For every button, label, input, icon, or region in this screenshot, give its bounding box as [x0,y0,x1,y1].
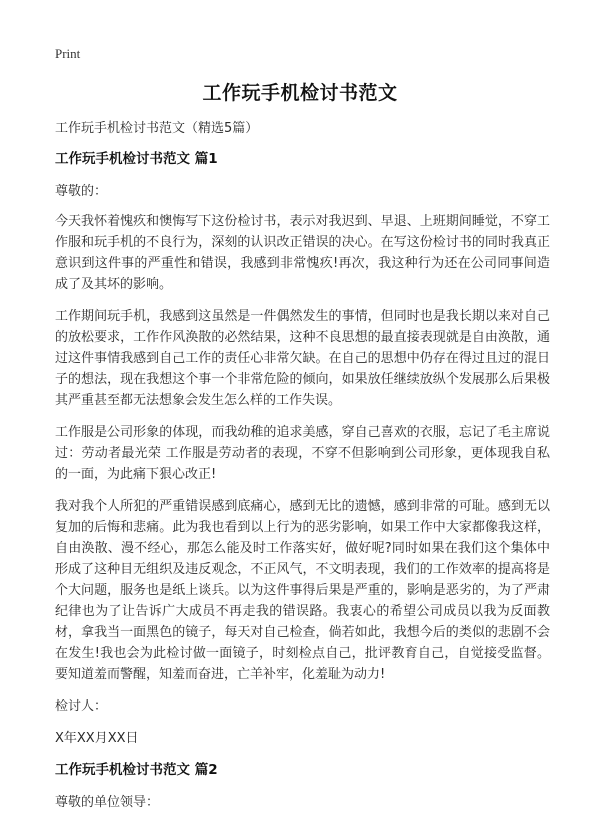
paragraph: 今天我怀着愧疚和懊悔写下这份检讨书，表示对我迟到、早退、上班期间睡觉，不穿工作服和玩手机的不良行为，深刻的认识改正错误的决心。在写这份检讨书的同时我真正意识到这件事的严重性和错误，我感到非常愧疚!再次，我这种行为还在公司同事间造成了及其坏的影响。 [55,214,550,292]
greeting-1: 尊敬的： [55,184,108,199]
page-title: 工作玩手机检讨书范文 [202,82,398,104]
print-label: Print [55,46,81,61]
document-subtitle: 工作玩手机检讨书范文（精选5篇） [55,121,259,136]
signature-date: X年XX月XX日 [55,731,139,746]
document-body [55,118,550,822]
paragraph: 工作期间玩手机，我感到这虽然是一件偶然发生的事情，但同时也是我长期以来对自己的放松要求，工作作风涣散的必然结果，这种不良思想的最直接表现就是自由涣散，通过这件事情我感到自己工作的责任心非常欠缺。在自己的思想中仍存在得过且过的混日子的想法，现在我想这个事一个非常危险的倾向，如果放任继续放纵个发展那么后果极其严重甚至都无法想象会发生怎么样的工作失误。 [55,309,550,408]
paragraph: 我对我个人所犯的严重错误感到底痛心，感到无比的遗憾，感到非常的可耻。感到无以复加的后悔和悲痛。此为我也看到以上行为的恶劣影响，如果工作中大家都像我这样，自由涣散、漫不经心，那怎么能及时工作落实好，做好呢?同时如果在我们这个集体中形成了这种目无组织及违反观念，不正风气，不文明表现，我们的工作效率的提高将是个大问题，服务也是纸上谈兵。以为这件事得后果是严重的，影响是恶劣的，为了严肃纪律也为了让告诉广大成员不再走我的错误路。我衷心的希望公司成员以我为反面教材，拿我当一面黑色的镜子，每天对自己检查，倘若如此，我想今后的类似的悲剧不会在发生!我也会为此检讨做一面镜子，时刻检点自己，批评教育自己，自觉接受监督。要知道羞而警醒，知羞而奋进，亡羊补牢，化羞耻为动力! [55,499,550,682]
paragraph: 工作服是公司形象的体现，而我幼稚的追求美感，穿自己喜欢的衣服，忘记了毛主席说过：劳动者最光荣 工作服是劳动者的表现，不穿不但影响到公司形象，更体现我自私的一面，为此痛下狠心改正! [55,425,550,482]
section-heading-2: 工作玩手机检讨书范文 篇2 [55,762,218,778]
signature-label: 检讨人： [55,699,108,714]
section-heading-1: 工作玩手机检讨书范文 篇1 [55,151,218,167]
greeting-2: 尊敬的单位领导： [55,795,160,810]
